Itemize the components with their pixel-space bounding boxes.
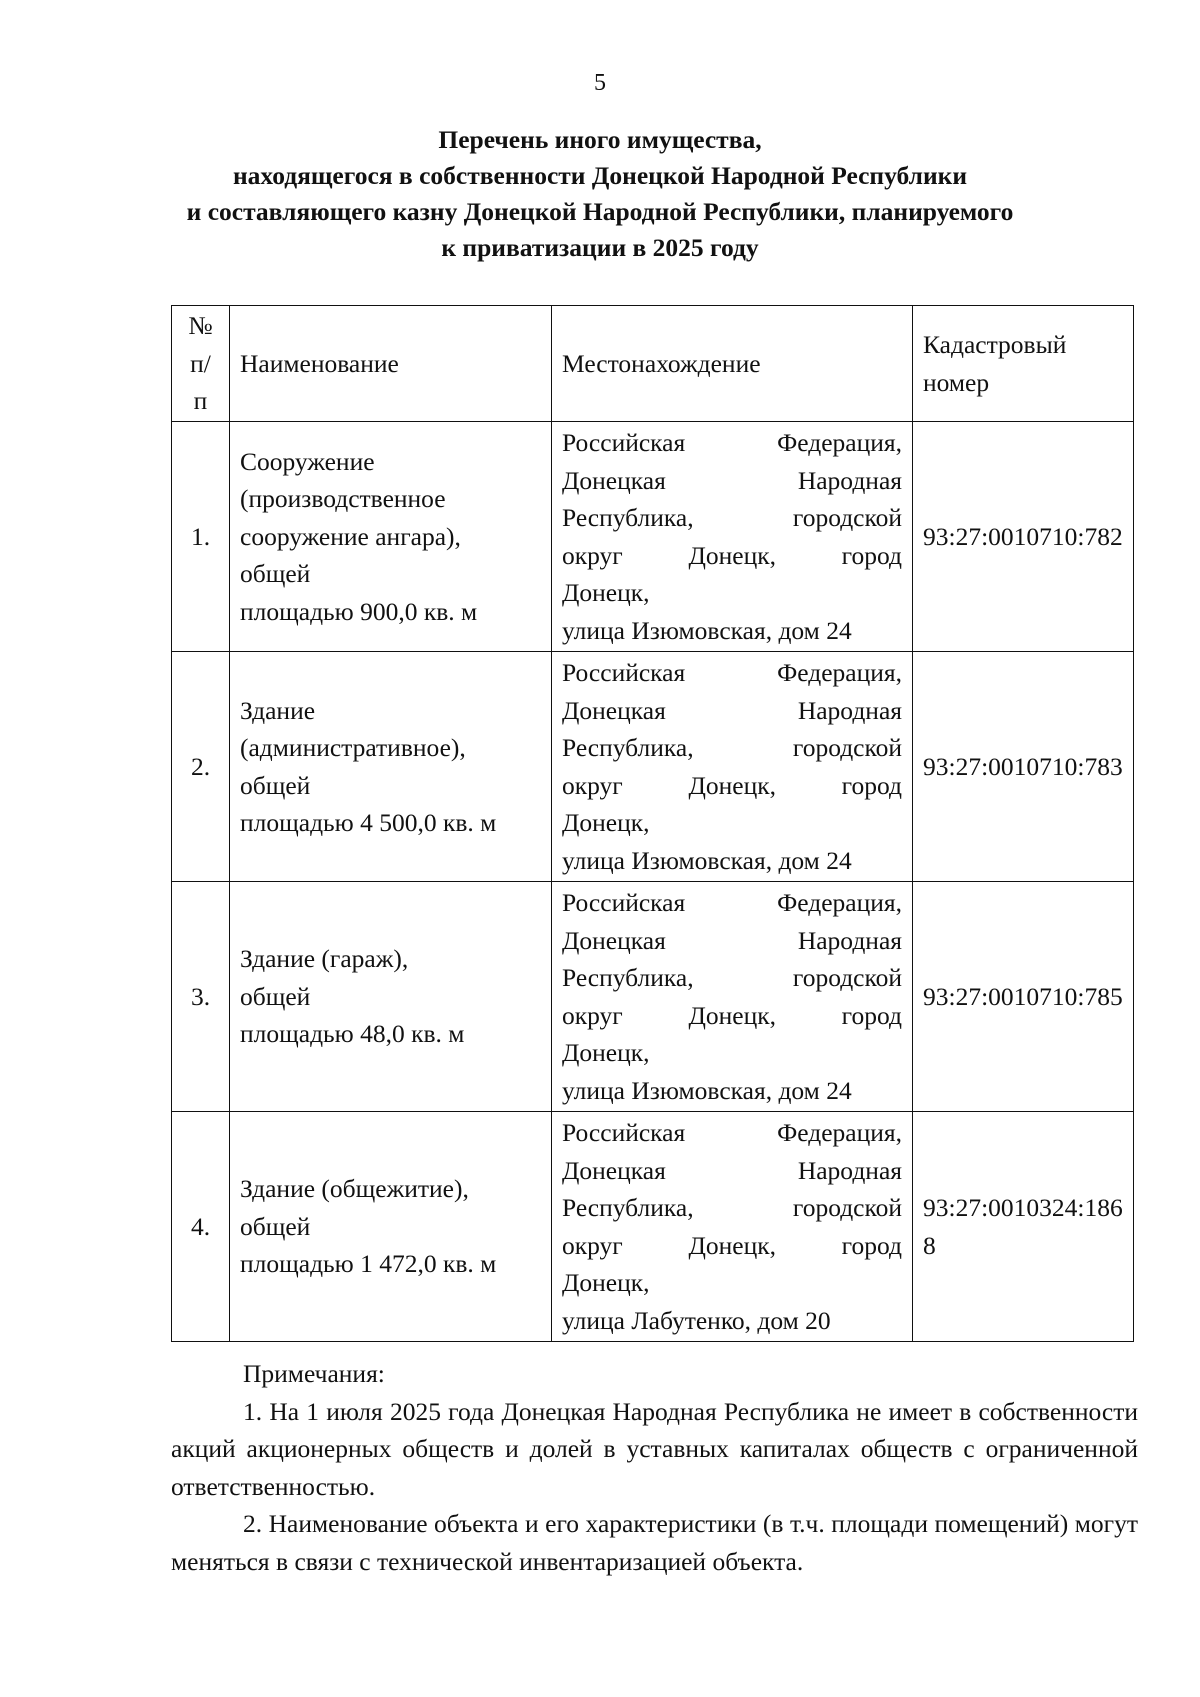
row-number: 1. [172,422,230,652]
location-line: округ Донецк, город [562,1000,902,1030]
name-line: Здание [240,695,316,725]
header-cadastral-line: Кадастровый [923,330,1067,359]
table-row [172,1112,1134,1342]
location-line: округ Донецк, город [562,540,902,570]
location-line: Республика, городской [562,503,902,532]
location-line: Донецк, [562,1038,650,1067]
notes-section [171,1355,1138,1580]
location-line: Российская Федерация, [562,428,902,457]
location-line: Донецк, [562,1268,650,1297]
location-line: Российская Федерация, [562,888,902,917]
name-line: площадью 1 472,0 кв. м [240,1249,497,1279]
location-line: округ Донецк, город [562,770,902,800]
title-line: Перечень иного имущества, [438,125,762,154]
row-name [230,882,552,1112]
row-location [552,1112,913,1342]
row-location [552,652,913,882]
row-name [230,422,552,652]
document-title [150,122,1050,266]
location-line: улица Лабутенко, дом 20 [562,1305,831,1335]
row-name [230,1112,552,1342]
name-line: Сооружение [240,446,375,476]
header-name: Наименование [230,306,552,422]
table-row [172,652,1134,882]
location-line: Российская Федерация, [562,658,902,687]
location-line: Донецк, [562,578,650,607]
row-cadastral-number: 93:27:0010710:785 [913,882,1134,1112]
name-line: (административное), [240,733,466,762]
header-number [172,306,230,422]
name-line: Здание (гараж), [240,944,409,974]
location-line: Республика, городской [562,733,902,762]
name-line: площадью 900,0 кв. м [240,596,478,626]
row-location [552,422,913,652]
note-item: 2. Наименование объекта и его характеристики (в т.ч. площади помещений) могут меняться в связи с технической инвентаризацией объекта. [171,1509,1138,1576]
name-line: общей [240,770,311,800]
location-line: Республика, городской [562,963,902,992]
location-line: Донецкая Народная [562,465,902,495]
name-line: общей [240,981,311,1011]
title-line: и составляющего казну Донецкой Народной Республики, планируемого [186,197,1014,226]
location-line: Донецкая Народная [562,1155,902,1185]
row-cadastral-number: 93:27:0010710:783 [913,652,1134,882]
note-item: 1. На 1 июля 2025 года Донецкая Народная Республика не имеет в собственности акций акционерных обществ и долей в уставных капиталах обществ с ограниченной ответственностью. [171,1396,1138,1501]
location-line: улица Изюмовская, дом 24 [562,615,852,645]
header-number-line: п [193,386,208,416]
title-line: к приватизации в 2025 году [441,233,759,262]
header-number-line: п/ [190,348,211,378]
table-row [172,882,1134,1112]
location-line: улица Изюмовская, дом 24 [562,845,852,875]
location-line: Донецк, [562,808,650,837]
header-number-line: № [188,311,213,341]
row-number: 2. [172,652,230,882]
location-line: улица Изюмовская, дом 24 [562,1075,852,1105]
location-line: Республика, городской [562,1193,902,1222]
name-line: общей [240,1211,311,1241]
row-location [552,882,913,1112]
name-line: общей [240,559,311,589]
table-header-row [172,306,1134,422]
name-line: (производственное [240,484,446,514]
name-line: Здание (общежитие), [240,1174,469,1204]
name-line: сооружение ангара), [240,521,461,551]
location-line: Российская Федерация, [562,1118,902,1147]
table-row [172,422,1134,652]
row-number: 3. [172,882,230,1112]
title-line: находящегося в собственности Донецкой Народной Республики [232,161,968,190]
header-location: Местонахождение [552,306,913,422]
location-line: Донецкая Народная [562,925,902,955]
name-line: площадью 4 500,0 кв. м [240,808,497,837]
page-number: 5 [594,70,606,96]
notes-heading: Примечания: [243,1359,385,1388]
name-line: площадью 48,0 кв. м [240,1019,465,1049]
row-cadastral-number: 93:27:0010324:1868 [913,1112,1134,1342]
location-line: Донецкая Народная [562,695,902,725]
header-cadastral-line: номер [923,367,990,397]
header-cadastral [913,306,1134,422]
row-name [230,652,552,882]
property-table [171,305,1134,1342]
location-line: округ Донецк, город [562,1230,902,1260]
row-cadastral-number: 93:27:0010710:782 [913,422,1134,652]
row-number: 4. [172,1112,230,1342]
